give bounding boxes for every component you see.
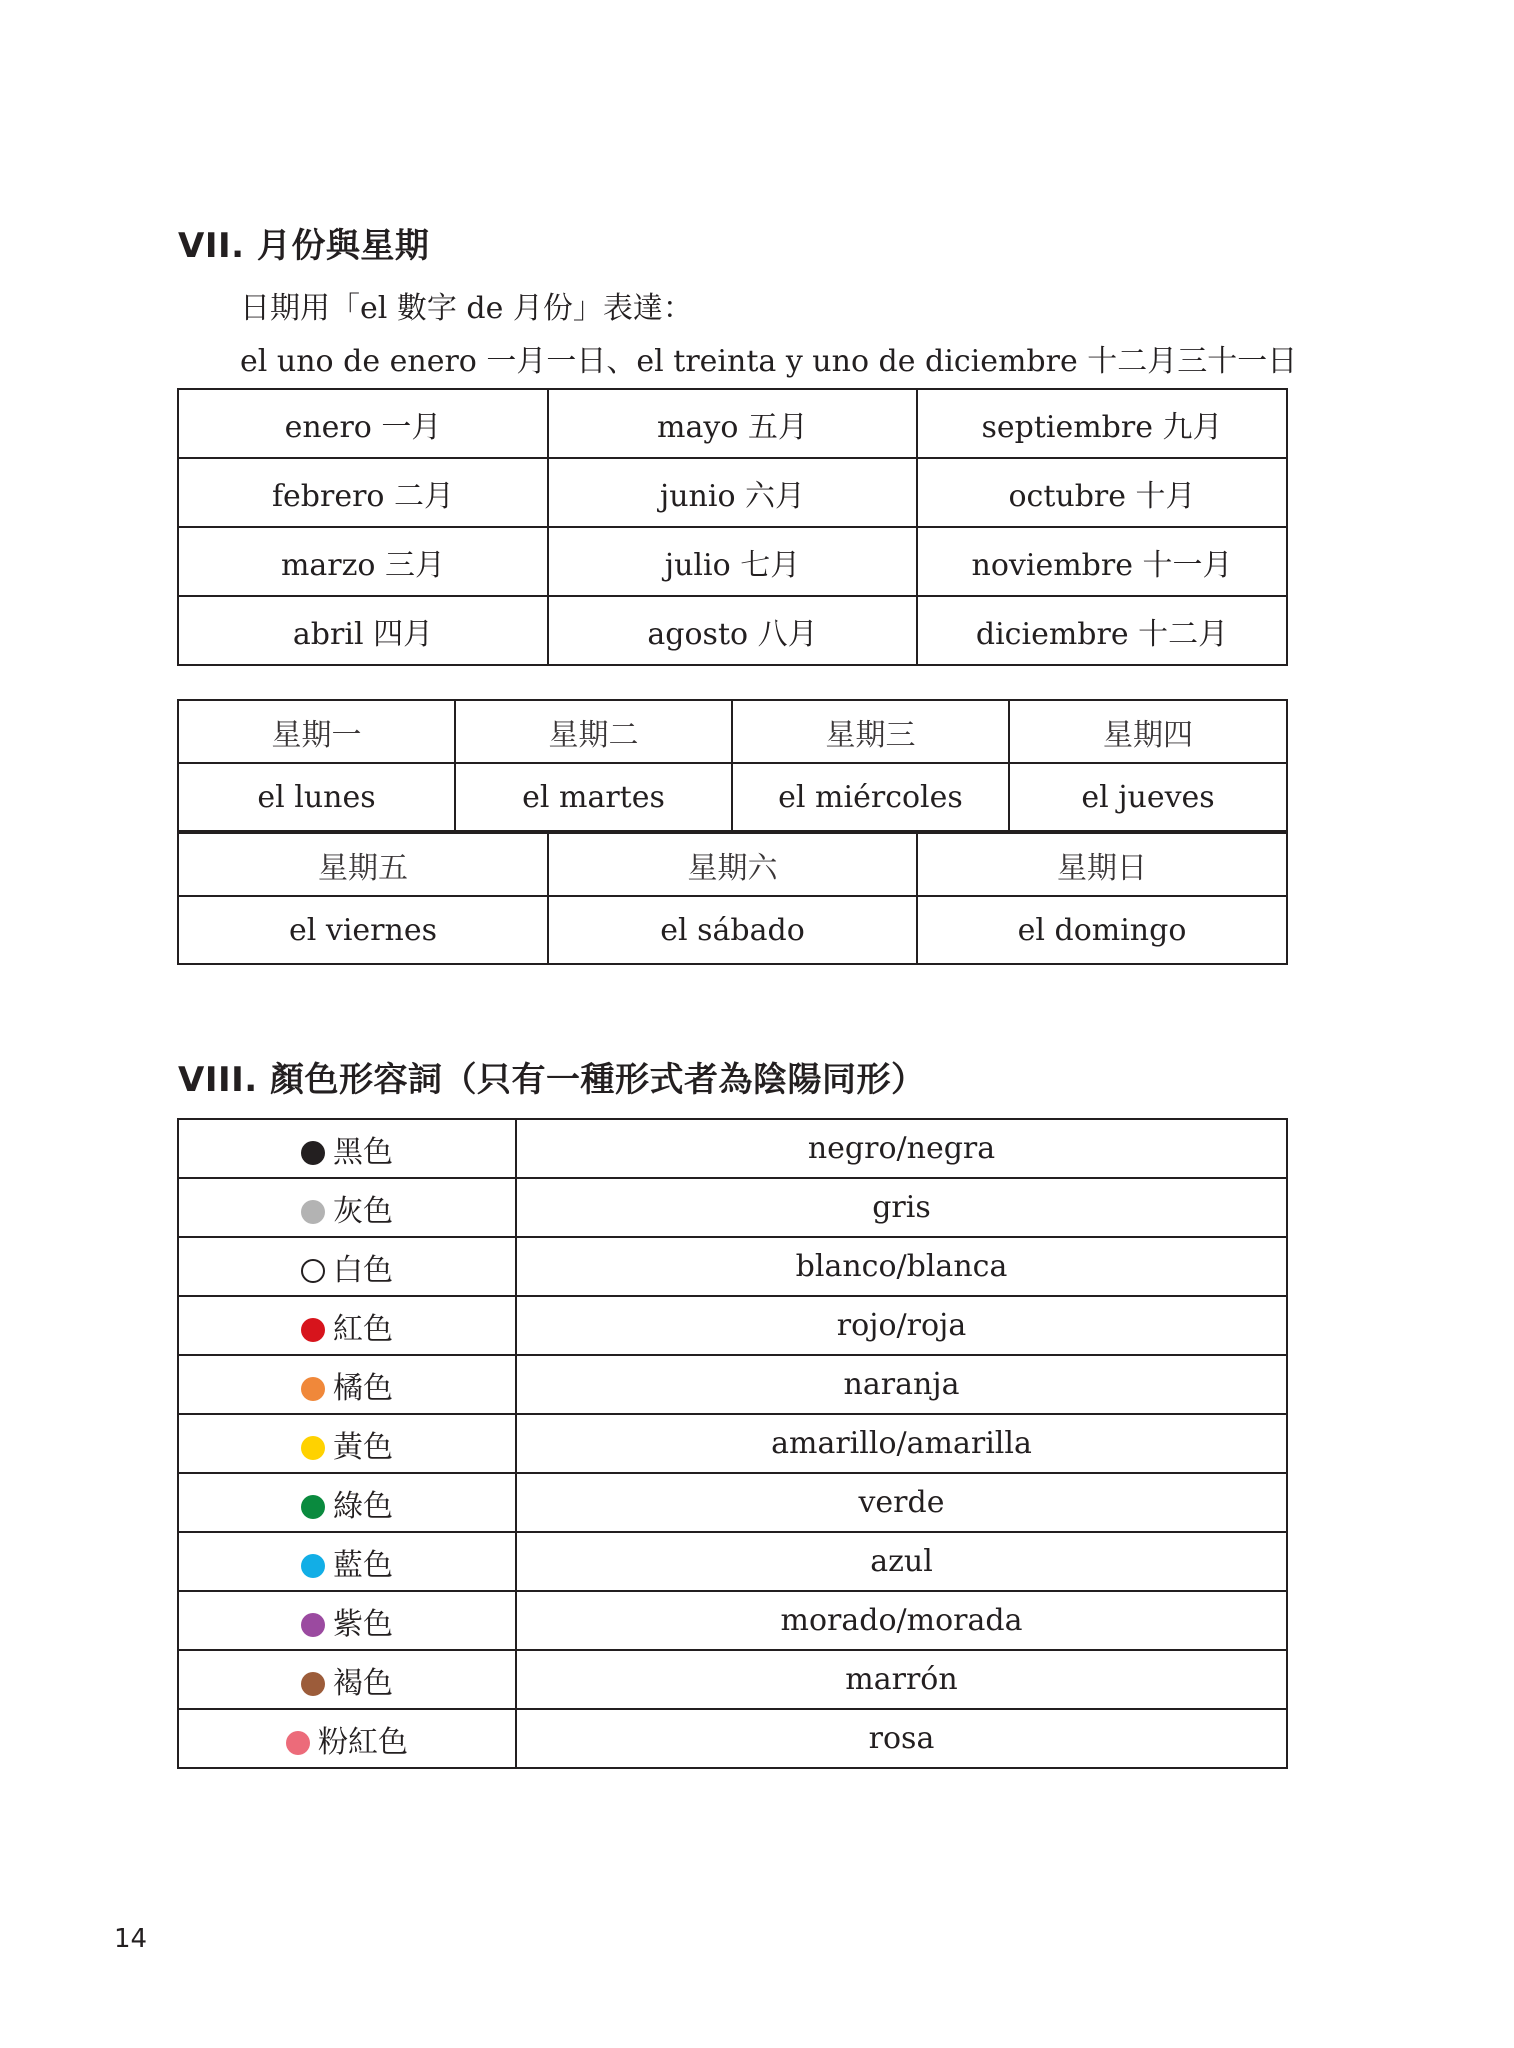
color-name-cell xyxy=(178,1532,516,1591)
table-row xyxy=(178,1473,1287,1532)
color-name-zh: 橘色 xyxy=(333,1370,393,1406)
weekday-value: el jueves xyxy=(1009,763,1287,831)
month-cell: enero 一月 xyxy=(178,389,548,458)
month-cell: marzo 三月 xyxy=(178,527,548,596)
color-name-cell xyxy=(178,1414,516,1473)
color-name-zh: 紅色 xyxy=(333,1311,393,1347)
color-dot-icon xyxy=(301,1495,325,1519)
color-name-cell xyxy=(178,1119,516,1178)
weekday-value: el sábado xyxy=(548,896,917,964)
color-dot-icon xyxy=(301,1436,325,1460)
weekday-label: 星期四 xyxy=(1009,700,1287,763)
color-dot-icon xyxy=(286,1731,310,1755)
weekday-label: 星期日 xyxy=(917,833,1287,896)
month-cell: septiembre 九月 xyxy=(917,389,1287,458)
table-row xyxy=(178,1178,1287,1237)
table-row xyxy=(178,1591,1287,1650)
color-name-cell xyxy=(178,1709,516,1768)
color-name-es: verde xyxy=(516,1473,1287,1532)
color-name-es: negro/negra xyxy=(516,1119,1287,1178)
date-format-example: el uno de enero 一月一日、el treinta y uno de diciembre 十二月三十一日 xyxy=(240,344,1298,379)
color-name-cell xyxy=(178,1178,516,1237)
colors-table xyxy=(177,1118,1288,1769)
months-table xyxy=(177,388,1288,666)
color-name-cell xyxy=(178,1650,516,1709)
table-row xyxy=(178,1119,1287,1178)
weekday-label: 星期五 xyxy=(178,833,548,896)
color-dot-icon xyxy=(301,1318,325,1342)
weekday-value: el miércoles xyxy=(732,763,1009,831)
table-row xyxy=(178,1296,1287,1355)
table-row xyxy=(178,389,1287,458)
month-cell: agosto 八月 xyxy=(548,596,917,665)
color-dot-icon xyxy=(301,1554,325,1578)
color-name-cell xyxy=(178,1473,516,1532)
weekday-label: 星期一 xyxy=(178,700,455,763)
color-name-es: azul xyxy=(516,1532,1287,1591)
table-row xyxy=(178,1650,1287,1709)
color-dot-icon xyxy=(301,1672,325,1696)
weekday-label: 星期六 xyxy=(548,833,917,896)
color-name-zh: 紫色 xyxy=(333,1606,393,1642)
weekday-label: 星期二 xyxy=(455,700,732,763)
color-name-zh: 黑色 xyxy=(333,1134,393,1170)
section-7-heading: VII. 月份與星期 xyxy=(178,226,430,266)
color-name-es: amarillo/amarilla xyxy=(516,1414,1287,1473)
color-name-cell xyxy=(178,1296,516,1355)
month-cell: octubre 十月 xyxy=(917,458,1287,527)
color-dot-icon xyxy=(301,1259,325,1283)
color-name-cell xyxy=(178,1355,516,1414)
weekday-value: el viernes xyxy=(178,896,548,964)
color-name-es: morado/morada xyxy=(516,1591,1287,1650)
month-cell: mayo 五月 xyxy=(548,389,917,458)
table-row xyxy=(178,763,1287,831)
color-dot-icon xyxy=(301,1200,325,1224)
color-name-es: blanco/blanca xyxy=(516,1237,1287,1296)
color-name-zh: 黃色 xyxy=(333,1429,393,1465)
month-cell: febrero 二月 xyxy=(178,458,548,527)
month-cell: abril 四月 xyxy=(178,596,548,665)
color-name-zh: 灰色 xyxy=(333,1193,393,1229)
page-number: 14 xyxy=(114,1924,148,1954)
month-cell: junio 六月 xyxy=(548,458,917,527)
weekday-label: 星期三 xyxy=(732,700,1009,763)
table-row xyxy=(178,896,1287,964)
weekday-value: el domingo xyxy=(917,896,1287,964)
color-name-zh: 粉紅色 xyxy=(318,1724,408,1760)
color-name-es: rojo/roja xyxy=(516,1296,1287,1355)
table-row xyxy=(178,596,1287,665)
table-row xyxy=(178,1237,1287,1296)
color-name-zh: 白色 xyxy=(333,1252,393,1288)
color-name-zh: 褐色 xyxy=(333,1665,393,1701)
color-name-es: gris xyxy=(516,1178,1287,1237)
color-name-cell xyxy=(178,1591,516,1650)
section-8-heading: VIII. 顏色形容詞（只有一種形式者為陰陽同形） xyxy=(178,1060,926,1100)
month-cell: julio 七月 xyxy=(548,527,917,596)
weekday-value: el martes xyxy=(455,763,732,831)
weekday-value: el lunes xyxy=(178,763,455,831)
color-dot-icon xyxy=(301,1377,325,1401)
color-dot-icon xyxy=(301,1141,325,1165)
weekdays-table-1 xyxy=(177,699,1288,832)
weekdays-table-2 xyxy=(177,832,1288,965)
table-row xyxy=(178,1709,1287,1768)
color-name-es: naranja xyxy=(516,1355,1287,1414)
month-cell: diciembre 十二月 xyxy=(917,596,1287,665)
color-name-zh: 藍色 xyxy=(333,1547,393,1583)
table-row xyxy=(178,458,1287,527)
date-format-intro: 日期用「el 數字 de 月份」表達： xyxy=(240,291,693,326)
table-row xyxy=(178,700,1287,763)
color-dot-icon xyxy=(301,1613,325,1637)
table-row xyxy=(178,1355,1287,1414)
color-name-zh: 綠色 xyxy=(333,1488,393,1524)
color-name-es: marrón xyxy=(516,1650,1287,1709)
month-cell: noviembre 十一月 xyxy=(917,527,1287,596)
table-row xyxy=(178,1414,1287,1473)
table-row xyxy=(178,1532,1287,1591)
table-row xyxy=(178,833,1287,896)
color-name-cell xyxy=(178,1237,516,1296)
table-row xyxy=(178,527,1287,596)
color-name-es: rosa xyxy=(516,1709,1287,1768)
